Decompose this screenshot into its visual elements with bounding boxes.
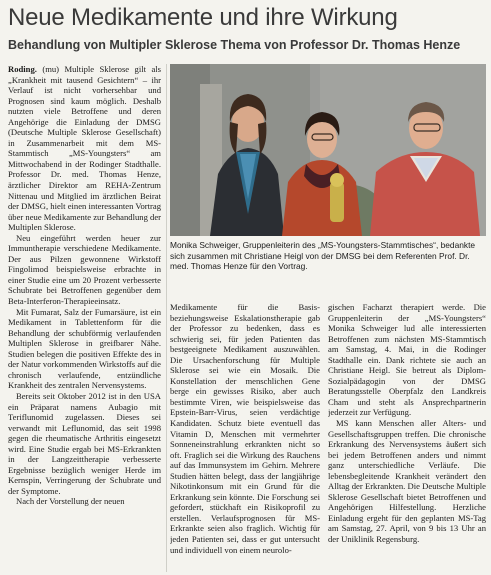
headline: Neue Medikamente und ihre Wirkung [8,4,398,31]
paragraph: Neu eingeführt werden heuer zur Immuntherapie verschiedene Medikamente. Der aus Pilzen gewonnene Wirkstoff Fingolimod beispielsweise erbrachte in einer Studie eine um 20 Prozent verbesserte Schubrate bei Betroffenen gegenüber dem Beta-Interferon-Therapieeinsatz. [8,232,161,307]
paragraph: gischen Facharzt therapiert werde. Die Gruppenleiterin der „MS-Youngsters“ Monika Schweiger lud alle interessierten Betroffenen zum nächsten MS-Stammtisch am Samstag, 4. Mai, in die Rodinger Stadthalle ein. Dank richtete sie auch an Christiane Heigl. Sie betreut als Diplom-Sozialpädagogin von der DMSG Beratungsstelle Oberpfalz den Landkreis Cham und steht als Ansprechpartnerin jederzeit zur Verfügung. [328,302,486,418]
article-column-3 [328,302,486,572]
photo-illustration [170,64,486,236]
paragraph: Medikamente für die Basis- beziehungsweise Eskalationstherapie gab der Professor zu bedenken, dass es schwierig sei, für jeden Patienten das bestgeeignete Medikament auszuwählen. Die Ursachenforschung für Multiple Sklerose sei wie ein Mosaik. Die Konstellation der menschlichen Gene berge ein gewisses Risiko, aber auch bestimmte Viren, wie beispielsweise das Epstein-Barr-Virus, seien verdächtige Kandidaten. Schutz biete eventuell das Vitamin D, Menschen mit vermehrter Sonneneinstrahlung erkrankten nicht so oft. Fraglich sei die Wirkung des Rauchens auf das Immunsystem im Gehirn. Mehrere Studien hätten belegt, dass der langjährige Nikotinkonsum mit ein Grund für die Erkrankung sein könnte. Die Forschung sei gefordert, stückhaft ein Risikoprofil zu erstellen. Verlaufsprognosen für MS-Erkrankte seien also fraglich. Wichtig für jeden Patienten sei, dass er gut untersucht und individuell von einem neurolo- [170,302,320,555]
article-column-1 [8,64,161,572]
dateline: Roding. [8,64,37,74]
paragraph: Bereits seit Oktober 2012 ist in den USA ein Präparat namens Aubagio mit Teriflunomid zugelassen. Dieses sei verwandt mit Leflunomid, das seit 1998 gegen die rheumatische Arthritis eingesetzt wird. Eine Studie ergab bei MS-Erkrankten in der Langzeittherapie verbesserte Ergebnisse bezüglich weniger Herde im Kernspin, Verringerung der Schubrate und der Symptome. [8,390,161,496]
photo-caption: Monika Schweiger, Gruppenleiterin des „MS-Youngsters-Stammtisches“, bedankte sich zusammen mit Christiane Heigl von der DMSG bei dem Referenten Prof. Dr. med. Thomas Henze für den Vortrag. [170,240,476,272]
paragraph: MS kann Menschen aller Alters- und Gesellschaftsgruppen treffen. Die chronische Erkrankung des Nervensystems äußert sich bei jedem Betroffenen anders und nimmt ganz unterschiedliche Verläufe. Die lebensbegleitende Krankheit verändert den Alltag der Erkrankten. Die Deutsche Multiple Sklerose Gesellschaft bietet Betroffenen und Angehörigen Hilfestellung. Herzliche Einladung ergeht für den geplanten MS-Tag am Samstag, 27. April, von 9 bis 13 Uhr an der Uniklinik Regensburg. [328,418,486,545]
article-column-2 [170,302,320,572]
subheadline: Behandlung von Multipler Sklerose Thema von Professor Dr. Thomas Henze [8,38,461,52]
paragraph [8,64,161,233]
article-photo [170,64,486,236]
column-rule [166,64,167,572]
paragraph: Mit Fumarat, Salz der Fumarsäure, ist ein Medikament in Tablettenform für die Behandlung der schubförmig verlaufenden Multiplen Sklerose in greifbarer Nähe. Studien belegen die positiven Effekte des in der Natur vorkommenden Wirkstoffs auf die chronisch verlaufende, entzündliche Krankheit des zentralen Nervensystems. [8,306,161,391]
paragraph: Nach der Vorstellung der neuen [16,496,125,507]
paragraph-text: (mu) Multiple Sklerose gilt als „Krankheit mit tausend Gesichtern“ – ihr Verlauf ist nicht vorhersehbar und Prognosen sind kaum möglich. Deshalb nutzten viele Betroffene und deren Angehörige die Einladung der DMSG (Deutsche Multiple Sklerose Gesellschaft) in Zusammenarbeit mit dem MS-Stammtisch „MS-Youngsters“ am Mittwochabend in der Rodinger Stadthalle. Professor Dr. med. Thomas Henze, ärztlicher Direktor am REHA-Zentrum Nittenau und Mitglied im ärztlichen Beirat der DMSG, hielt einen interessanten Vortrag über neue Medikamente zur Behandlung der Multiplen Sklerose. [8,64,161,233]
